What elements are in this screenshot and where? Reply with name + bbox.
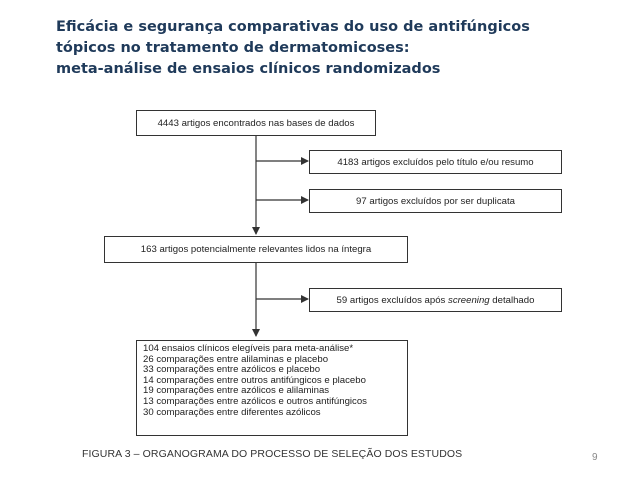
- title-line-1: Eficácia e segurança comparativas do uso de antifúngicos: [56, 19, 530, 35]
- result-line: 19 comparações entre azólicos e alilaminas: [143, 385, 330, 397]
- page-number: 9: [592, 452, 598, 463]
- box-excluded-screening-text: [337, 295, 535, 306]
- result-line: 30 comparações entre diferentes azólicos: [143, 406, 321, 418]
- box-excluded-title: [309, 150, 562, 174]
- result-line: 14 comparações entre outros antifúngicos e placebo: [143, 374, 366, 386]
- box-excluded-screening: [309, 288, 562, 312]
- result-line: 104 ensaios clínicos elegíveis para meta-análise*: [143, 343, 354, 354]
- excluded-screening-italic: screening: [448, 294, 490, 306]
- box-excluded-duplicate: [309, 189, 562, 213]
- result-line: 13 comparações entre azólicos e outros antifúngicos: [143, 395, 367, 407]
- result-line: 26 comparações entre alilaminas e placebo: [143, 353, 329, 365]
- result-line: 33 comparações entre azólicos e placebo: [143, 364, 321, 376]
- box-relevant-articles-text: 163 artigos potencialmente relevantes lidos na íntegra: [140, 244, 372, 255]
- excluded-screening-suffix: detalhado: [489, 294, 535, 306]
- box-found-articles-text: 4443 artigos encontrados nas bases de dados: [157, 117, 355, 129]
- title-line-3: meta-análise de ensaios clínicos randomizados: [56, 61, 441, 77]
- box-excluded-title-text: 4183 artigos excluídos pelo título e/ou resumo: [337, 156, 534, 168]
- box-relevant-articles: [104, 236, 408, 263]
- excluded-screening-prefix: 59 artigos excluídos após: [336, 294, 449, 306]
- box-eligible-trials: [136, 340, 408, 436]
- box-found-articles: [136, 110, 376, 136]
- box-excluded-duplicate-text: 97 artigos excluídos por ser duplicata: [356, 195, 515, 207]
- title-line-2: tópicos no tratamento de dermatomicoses:: [56, 40, 410, 56]
- figure-caption: FIGURA 3 – ORGANOGRAMA DO PROCESSO DE SELEÇÃO DOS ESTUDOS: [82, 448, 463, 460]
